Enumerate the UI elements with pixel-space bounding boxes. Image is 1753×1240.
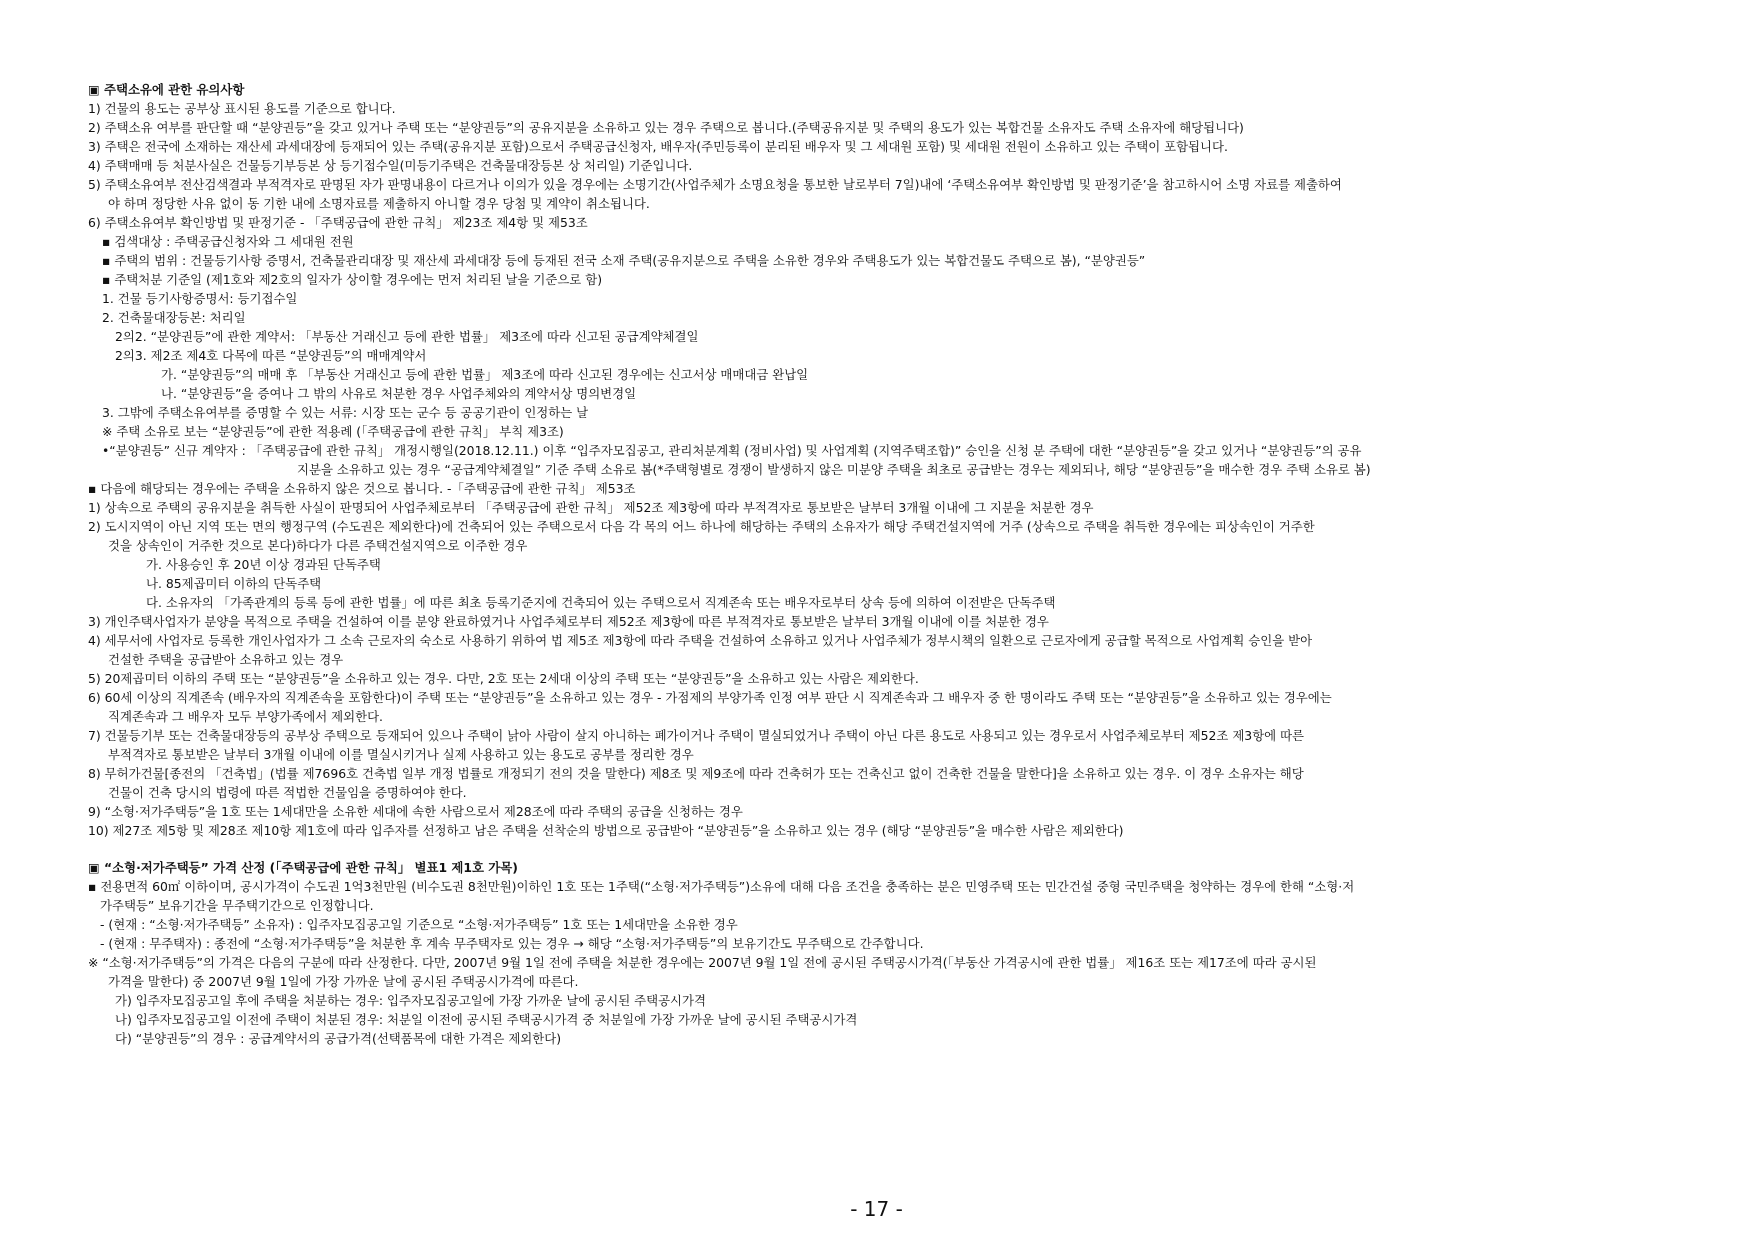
text-line: 나. 85제곱미터 이하의 단독주택 — [146, 576, 322, 591]
text-line: 다. 소유자의 「가족관계의 등록 등에 관한 법률」에 따른 최초 등록기준지에 건축되어 있는 주택으로서 직계존속 또는 배우자로부터 상속 등에 의하여 이전받은 단독주택 — [146, 595, 1056, 610]
bullet-item: •“분양권등” 신규 계약자 : 「주택공급에 관한 규칙」 개정시행일(2018.12.11.) 이후 “입주자모집공고, 관리처분계획 (정비사업) 및 사업계획 (지역주택조합)” 승인을 신청 분 주택에 대한 “분양권등”을 갖고 있거나 “분양권등”의 공유 — [102, 443, 1362, 458]
text-line: 6) 주택소유여부 확인방법 및 판정기준 - 「주택공급에 관한 규칙」 제23조 제4항 및 제53조 — [88, 215, 588, 230]
text-line: 3. 그밖에 주택소유여부를 증명할 수 있는 서류: 시장 또는 군수 등 공공기관이 인정하는 날 — [102, 405, 589, 420]
bullet-item: ▪ 전용면적 60㎡ 이하이며, 공시가격이 수도권 1억3천만원 (비수도권 8천만원)이하인 1호 또는 1주택(“소형·저가주택등”)소유에 대해 다음 조건을 충족하는 분은 민영주택 또는 민간건설 중형 국민주택을 청약하는 경우에 한해 “소형·저 — [88, 879, 1355, 894]
text-line: 8) 무허가건물[종전의 「건축법」(법률 제7696호 건축법 일부 개정 법률로 개정되기 전의 것을 말한다) 제8조 및 제9조에 따라 건축허가 또는 건축신고 없이 건축한 건물을 말한다]을 소유하고 있는 경우. 이 경우 소유자는 해당 — [88, 766, 1304, 781]
text-line: 직계존속과 그 배우자 모두 부양가족에서 제외한다. — [108, 709, 383, 724]
text-line: 가격을 말한다) 중 2007년 9월 1일에 가장 가까운 날에 공시된 주택공시가격에 따른다. — [108, 974, 579, 989]
note-line: ※ 주택 소유로 보는 “분양권등”에 관한 적용례 (「주택공급에 관한 규칙」 부칙 제3조) — [102, 424, 564, 439]
text-line: 1) 상속으로 주택의 공유지분을 취득한 사실이 판명되어 사업주체로부터 「주택공급에 관한 규칙」 제52조 제3항에 따라 부적격자로 통보받은 날부터 3개월 이내에 그 지분을 처분한 경우 — [88, 500, 1094, 515]
text-line: 2의2. “분양권등”에 관한 계약서: 「부동산 거래신고 등에 관한 법률」 제3조에 따라 신고된 공급계약체결일 — [115, 329, 699, 344]
text-line: 2) 도시지역이 아닌 지역 또는 면의 행정구역 (수도권은 제외한다)에 건축되어 있는 주택으로서 다음 각 목의 어느 하나에 해당하는 주택의 소유자가 해당 주택건설지역에 거주 (상속으로 주택을 취득한 경우에는 피상속인이 거주한 — [88, 519, 1315, 534]
bullet-item: ▪ 주택의 범위 : 건물등기사항 증명서, 건축물관리대장 및 재산세 과세대장 등에 등재된 전국 소재 주택(공유지분으로 주택을 소유한 경우와 주택용도가 있는 복합건물도 주택으로 봄), “분양권등” — [102, 253, 1146, 268]
text-line: - (현재 : 무주택자) : 종전에 “소형·저가주택등”을 처분한 후 계속 무주택자로 있는 경우 → 해당 “소형·저가주택등”의 보유기간도 무주택으로 간주합니다. — [100, 936, 924, 951]
text-line: 다) “분양권등”의 경우 : 공급계약서의 공급가격(선택품목에 대한 가격은 제외한다) — [115, 1031, 562, 1046]
text-line: 것을 상속인이 거주한 것으로 본다)하다가 다른 주택건설지역으로 이주한 경우 — [108, 538, 528, 553]
text-line: - (현재 : “소형·저가주택등” 소유자) : 입주자모집공고일 기준으로 “소형·저가주택등” 1호 또는 1세대만을 소유한 경우 — [100, 917, 738, 932]
text-line: 7) 건물등기부 또는 건축물대장등의 공부상 주택으로 등재되어 있으나 주택이 낡아 사람이 살지 아니하는 폐가이거나 주택이 멸실되었거나 주택이 아닌 다른 용도로 사용되고 있는 경우로서 사업주체로부터 제52조 제3항에 따른 — [88, 728, 1305, 743]
bullet-item: ▪ 다음에 해당되는 경우에는 주택을 소유하지 않은 것으로 봅니다. -「주택공급에 관한 규칙」 제53조 — [88, 481, 636, 496]
text-line: 야 하며 정당한 사유 없이 동 기한 내에 소명자료를 제출하지 아니할 경우 당첨 및 계약이 취소됩니다. — [108, 196, 650, 211]
text-line: 가주택등” 보유기간을 무주택기간으로 인정합니다. — [100, 898, 374, 913]
text-line: 5) 20제곱미터 이하의 주택 또는 “분양권등”을 소유하고 있는 경우. 다만, 2호 또는 2세대 이상의 주택 또는 “분양권등”을 소유하고 있는 사람은 제외한다. — [88, 671, 919, 686]
text-line: 1. 건물 등기사항증명서: 등기접수일 — [102, 291, 298, 306]
text-line: 10) 제27조 제5항 및 제28조 제10항 제1호에 따라 입주자를 선정하고 남은 주택을 선착순의 방법으로 공급받아 “분양권등”을 소유하고 있는 경우 (해당 “분양권등”을 매수한 사람은 제외한다) — [88, 823, 1124, 838]
text-line: 지분을 소유하고 있는 경우 “공급계약체결일” 기준 주택 소유로 봄(*주택형별로 경쟁이 발생하지 않은 미분양 주택을 최초로 공급받는 경우는 제외되나, 해당 “분양권등”을 매수한 경우 주택 소유로 봄) — [297, 462, 1371, 477]
page-number: - 17 - — [850, 1197, 903, 1221]
text-line: 9) “소형·저가주택등”을 1호 또는 1세대만을 소유한 세대에 속한 사람으로서 제28조에 따라 주택의 공급을 신청하는 경우 — [88, 804, 743, 819]
text-line: 2. 건축물대장등본: 처리일 — [102, 310, 246, 325]
text-line: 2의3. 제2조 제4호 다목에 따른 “분양권등”의 매매계약서 — [115, 348, 427, 363]
bullet-item: ▪ 주택처분 기준일 (제1호와 제2호의 일자가 상이할 경우에는 먼저 처리된 날을 기준으로 함) — [102, 272, 603, 287]
text-line: 가. “분양권등”의 매매 후 「부동산 거래신고 등에 관한 법률」 제3조에 따라 신고된 경우에는 신고서상 매매대금 완납일 — [161, 367, 809, 382]
text-line: 나) 입주자모집공고일 이전에 주택이 처분된 경우: 처분일 이전에 공시된 주택공시가격 중 처분일에 가장 가까운 날에 공시된 주택공시가격 — [115, 1012, 858, 1027]
text-line: 가) 입주자모집공고일 후에 주택을 처분하는 경우: 입주자모집공고일에 가장 가까운 날에 공시된 주택공시가격 — [115, 993, 706, 1008]
text-line: 건설한 주택을 공급받아 소유하고 있는 경우 — [108, 652, 344, 667]
bullet-item: ▪ 검색대상 : 주택공급신청자와 그 세대원 전원 — [102, 234, 354, 249]
text-line: 부적격자로 통보받은 날부터 3개월 이내에 이를 멸실시키거나 실제 사용하고 있는 용도로 공부를 정리한 경우 — [108, 747, 694, 762]
text-line: 1) 건물의 용도는 공부상 표시된 용도를 기준으로 합니다. — [88, 101, 396, 116]
section-title-small-low-price-housing: ▣ “소형·저가주택등” 가격 산정 (「주택공급에 관한 규칙」 별표1 제1호 가목) — [88, 860, 518, 875]
text-line: 4) 세무서에 사업자로 등록한 개인사업자가 그 소속 근로자의 숙소로 사용하기 위하여 법 제5조 제3항에 따라 주택을 건설하여 소유하고 있거나 사업주체가 정부시책의 일환으로 근로자에게 공급할 목적으로 사업계획 승인을 받아 — [88, 633, 1313, 648]
text-line: 5) 주택소유여부 전산검색결과 부적격자로 판명된 자가 판명내용이 다르거나 이의가 있을 경우에는 소명기간(사업주체가 소명요청을 통보한 날로부터 7일)내에 ‘주택소유여부 확인방법 및 판정기준’을 참고하시어 소명 자료를 제출하여 — [88, 177, 1342, 192]
text-line: 6) 60세 이상의 직계존속 (배우자의 직계존속을 포함한다)이 주택 또는 “분양권등”을 소유하고 있는 경우 - 가점제의 부양가족 인정 여부 판단 시 직계존속과 그 배우자 중 한 명이라도 주택 또는 “분양권등”을 소유하고 있는 경우에는 — [88, 690, 1332, 705]
text-line: 4) 주택매매 등 처분사실은 건물등기부등본 상 등기접수일(미등기주택은 건축물대장등본 상 처리일) 기준입니다. — [88, 158, 693, 173]
text-line: 3) 주택은 전국에 소재하는 재산세 과세대장에 등재되어 있는 주택(공유지분 포함)으로서 주택공급신청자, 배우자(주민등록이 분리된 배우자 및 그 세대원 포함) 및 세대원 전원이 소유하고 있는 주택이 포함됩니다. — [88, 139, 1228, 154]
note-line: ※ “소형·저가주택등”의 가격은 다음의 구분에 따라 산정한다. 다만, 2007년 9월 1일 전에 주택을 처분한 경우에는 2007년 9월 1일 전에 공시된 주택공시가격(「부동산 가격공시에 관한 법률」 제16조 또는 제17조에 따라 공시된 — [88, 955, 1317, 970]
text-line: 건물이 건축 당시의 법령에 따른 적법한 건물임을 증명하여야 한다. — [108, 785, 467, 800]
text-line: 가. 사용승인 후 20년 이상 경과된 단독주택 — [146, 557, 381, 572]
text-line: 2) 주택소유 여부를 판단할 때 “분양권등”을 갖고 있거나 주택 또는 “분양권등”의 공유지분을 소유하고 있는 경우 주택으로 봅니다.(주택공유지분 및 주택의 용도가 있는 복합건물 소유자도 주택 소유자에 해당됩니다) — [88, 120, 1244, 135]
section-title-housing-ownership: ▣ 주택소유에 관한 유의사항 — [88, 82, 245, 97]
text-line: 3) 개인주택사업자가 분양을 목적으로 주택을 건설하여 이를 분양 완료하였거나 사업주체로부터 제52조 제3항에 따른 부적격자로 통보받은 날부터 3개월 이내에 이를 처분한 경우 — [88, 614, 1049, 629]
text-line: 나. “분양권등”을 증여나 그 밖의 사유로 처분한 경우 사업주체와의 계약서상 명의변경일 — [161, 386, 637, 401]
